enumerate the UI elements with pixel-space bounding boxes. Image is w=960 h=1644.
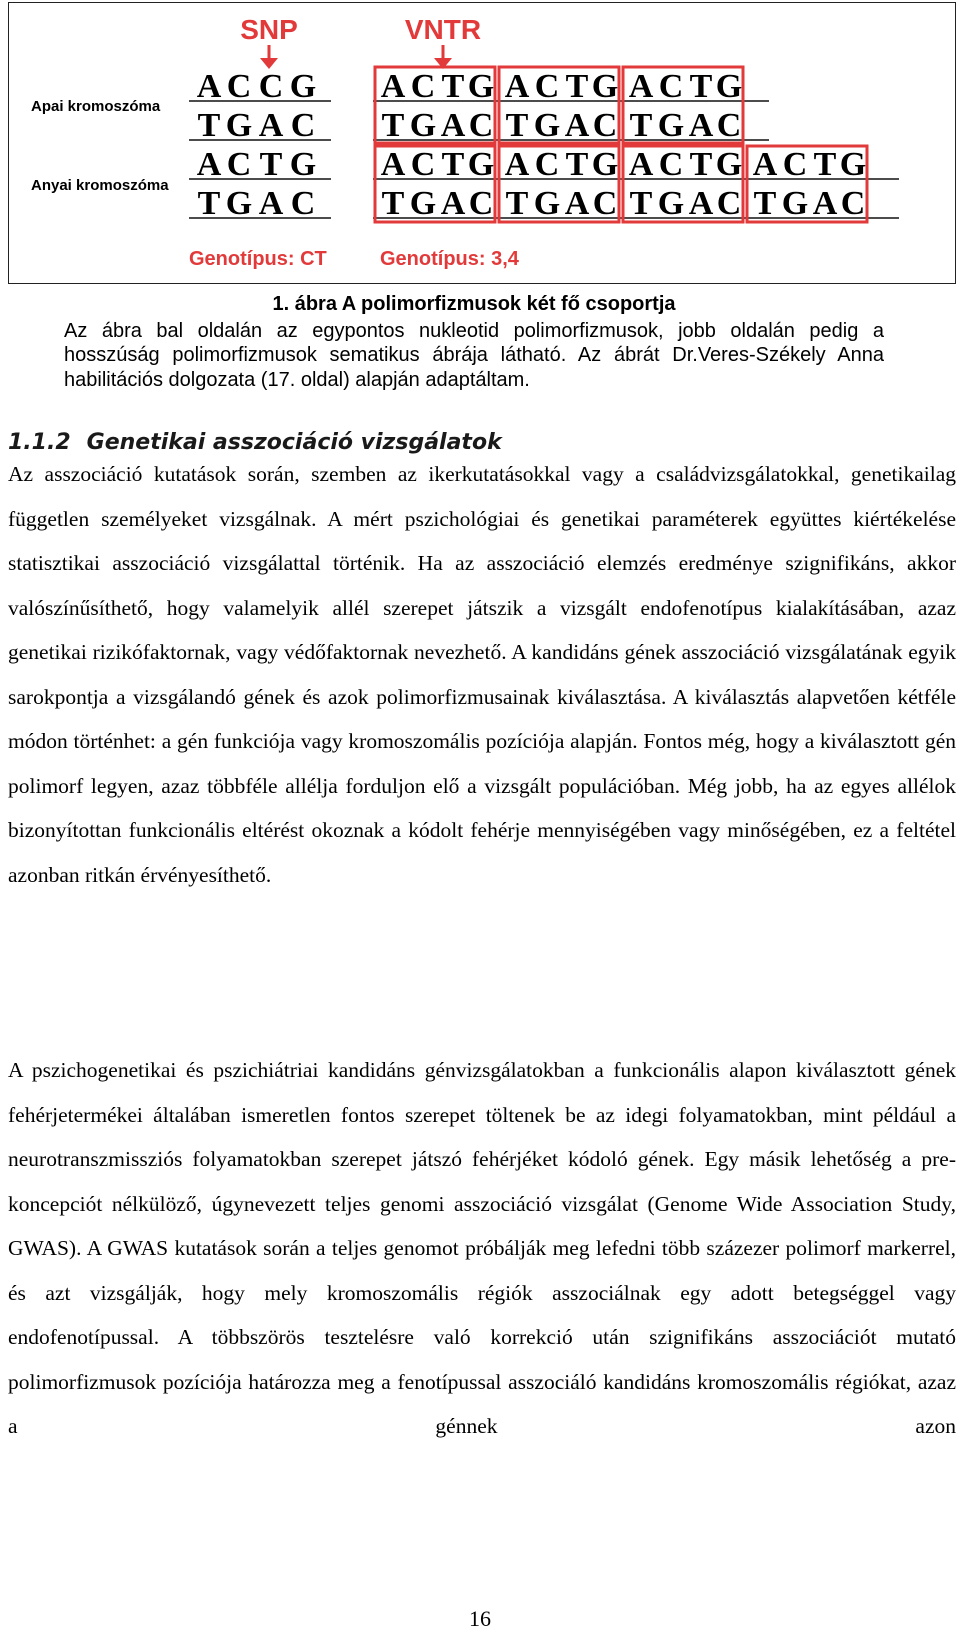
vntr-base: A <box>440 185 466 222</box>
vntr-base: C <box>592 185 618 222</box>
snp-label: SNP <box>240 14 298 45</box>
vntr-base: T <box>441 68 465 105</box>
vntr-base: C <box>716 107 742 144</box>
vntr-base: C <box>782 146 808 183</box>
snp-base: G <box>289 68 317 105</box>
vntr-base: C <box>840 185 866 222</box>
vntr-base: T <box>505 185 529 222</box>
figure-caption <box>64 292 884 392</box>
vntr-base: T <box>565 68 589 105</box>
vntr-base: G <box>839 146 867 183</box>
body-paragraph: A pszichogenetikai és pszichiátriai kandidáns génvizsgálatokban a funkcionális alapon kiválasztott gének fehérjetermékei általában ismeretlen fontos szerepet töltenek be az idegi folyamatokban, mint például a neurotranszmissziós folyamatokban szerepet játszó fehérjéket kódoló gének. Egy másik lehetőség a pre-koncepciót nélkülöző, úgynevezett teljes genomi asszociáció vizsgálat (Genome Wide Association Study, GWAS). A GWAS kutatások során a teljes genomot próbálják meg lefedni több százezer polimorf markerrel, és azt vizsgálják, hogy mely kromoszomális régiók asszociálnak egy adott betegséggel vagy endofenotípussal. A többszörös tesztelésre való korrekció után szignifikáns asszociációt mutató polimorfizmusok pozíciója határozza meg a fenotípussal asszociáló kandidáns kromoszomális régiókat, azaz a génnek azon <box>8 1058 956 1438</box>
vntr-base: A <box>504 146 530 183</box>
vntr-base: G <box>467 68 495 105</box>
polymorphism-figure <box>8 2 956 284</box>
vntr-base: C <box>592 107 618 144</box>
snp-base: C <box>226 68 252 105</box>
vntr-base: T <box>753 185 777 222</box>
vntr-base: T <box>381 107 405 144</box>
vntr-base: G <box>715 146 743 183</box>
snp-base: A <box>196 68 222 105</box>
snp-arrow-icon <box>260 45 278 69</box>
page-number: 16 <box>469 1606 491 1631</box>
figure-caption-title: 1. ábra A polimorfizmusok két fő csoportja <box>272 293 676 315</box>
snp-bases <box>197 68 317 222</box>
snp-base: T <box>259 146 283 183</box>
vntr-base: A <box>688 107 714 144</box>
vntr-label: VNTR <box>404 14 482 45</box>
vntr-base: C <box>658 146 684 183</box>
vntr-base: C <box>468 107 494 144</box>
section-title: Genetikai asszociáció vizsgálatok <box>86 430 502 455</box>
vntr-base: A <box>628 146 654 183</box>
vntr-base: C <box>410 68 436 105</box>
vntr-arrow-icon <box>434 45 452 69</box>
vntr-base: T <box>505 107 529 144</box>
vntr-base: T <box>689 146 713 183</box>
vntr-base: C <box>410 146 436 183</box>
vntr-base: T <box>813 146 837 183</box>
vntr-base: A <box>380 146 406 183</box>
snp-base: C <box>226 146 252 183</box>
vntr-genotype-label: Genotípus: 3,4 <box>380 248 519 270</box>
vntr-base: A <box>380 68 406 105</box>
snp-base: G <box>225 185 253 222</box>
vntr-base: G <box>715 68 743 105</box>
snp-base: T <box>197 185 221 222</box>
vntr-base: G <box>533 185 561 222</box>
vntr-base: T <box>689 68 713 105</box>
vntr-base: A <box>564 185 590 222</box>
body-paragraph: Az asszociáció kutatások során, szemben az ikerkutatásokkal vagy a családvizsgálatokkal, genetikailag független személyeket vizsgálnak. A mért pszichológiai és genetikai paraméterek együttes kiértékelése statisztikai asszociáció vizsgálattal történik. Ha az asszociáció elemzés eredménye szignifikáns, akkor valószínűsíthető, hogy valamelyik allél szerepet játszik a vizsgált endofenotípus kialakításában, azaz genetikai rizikófaktornak, vagy védőfaktornak nevezhető. A kandidáns gének asszociáció vizsgálatának egyik sarokpontja a vizsgálandó gének és azok polimorfizmusainak kiválasztása. A kiválasztás alapvetően kétféle módon történhet: a gén funkciója vagy kromoszomális pozíciója alapján. Fontos még, hogy a kiválasztott gén polimorf legyen, azaz többféle allélja forduljon elő a vizsgált populációban. Még jobb, ha az egyes allélok bizonyítottan funkcionális eltérést okoznak a kódolt fehérje mennyiségében vagy minőségében, ez a feltétel azonban ritkán érvényesíthető. <box>8 462 956 887</box>
vntr-base: A <box>688 185 714 222</box>
vntr-base: G <box>409 107 437 144</box>
paternal-chromosome-label: Apai kromoszóma <box>31 98 161 115</box>
vntr-base: G <box>591 68 619 105</box>
snp-base: G <box>289 146 317 183</box>
section-number: 1.1.2 <box>8 430 71 455</box>
vntr-base: A <box>812 185 838 222</box>
vntr-base: C <box>534 146 560 183</box>
vntr-base: C <box>716 185 742 222</box>
maternal-chromosome-label: Anyai kromoszóma <box>31 177 169 194</box>
snp-base: C <box>258 68 284 105</box>
vntr-base: A <box>628 68 654 105</box>
vntr-base: G <box>591 146 619 183</box>
vntr-base: C <box>658 68 684 105</box>
vntr-base: G <box>781 185 809 222</box>
snp-base: A <box>258 185 284 222</box>
vntr-base: T <box>381 185 405 222</box>
snp-genotype-label: Genotípus: CT <box>189 248 327 270</box>
vntr-base: G <box>409 185 437 222</box>
snp-base: C <box>290 185 316 222</box>
snp-base: A <box>196 146 222 183</box>
vntr-base: A <box>564 107 590 144</box>
snp-base: T <box>197 107 221 144</box>
vntr-base: T <box>565 146 589 183</box>
vntr-base: G <box>657 107 685 144</box>
vntr-base: T <box>629 107 653 144</box>
vntr-base: A <box>504 68 530 105</box>
vntr-base: A <box>752 146 778 183</box>
vntr-base: T <box>629 185 653 222</box>
vntr-base: C <box>534 68 560 105</box>
figure-caption-body: Az ábra bal oldalán az egypontos nukleotid polimorfizmusok, jobb oldalán pedig a hosszúság polimorfizmusok sematikus ábrája látható. Az ábrát Dr.Veres-Székely Anna habilitációs dolgozata (17. oldal) alapján adaptáltam. <box>64 319 884 391</box>
vntr-base: G <box>657 185 685 222</box>
snp-base: G <box>225 107 253 144</box>
vntr-base: T <box>441 146 465 183</box>
vntr-base: C <box>468 185 494 222</box>
polymorphism-diagram <box>9 3 957 285</box>
vntr-base: G <box>533 107 561 144</box>
snp-base: C <box>290 107 316 144</box>
snp-base: A <box>258 107 284 144</box>
vntr-base: G <box>467 146 495 183</box>
vntr-base: A <box>440 107 466 144</box>
